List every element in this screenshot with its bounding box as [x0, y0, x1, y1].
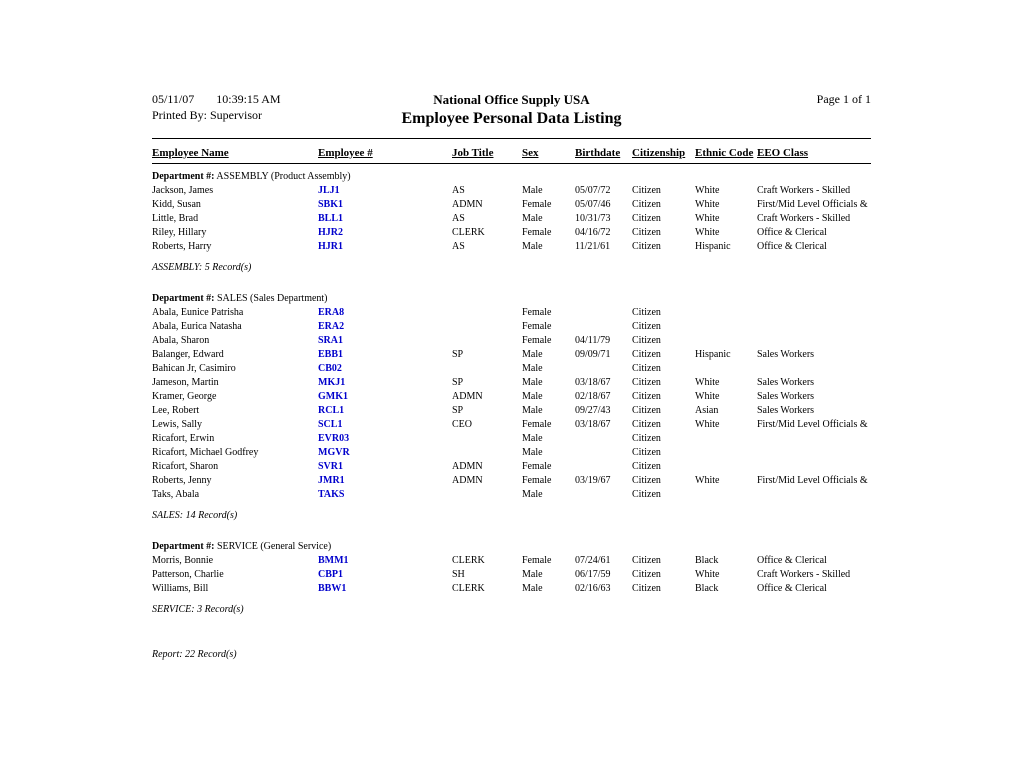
- job-title-cell: SP: [452, 349, 464, 360]
- eeo-class-cell: Craft Workers - Skilled: [757, 185, 851, 196]
- employee-row: [152, 404, 871, 418]
- job-title-cell: [452, 362, 522, 376]
- employee-row: [152, 212, 871, 226]
- birthdate-cell: 09/09/71: [575, 349, 611, 360]
- employee-name-cell: Kramer, George: [152, 391, 217, 402]
- employee-row: [152, 390, 871, 404]
- birthdate-cell: [575, 306, 632, 320]
- employee-number-link[interactable]: TAKS: [318, 489, 345, 500]
- employee-name-cell: Abala, Eurica Natasha: [152, 321, 242, 332]
- department-header-row: [152, 286, 871, 306]
- employee-row: [152, 554, 871, 568]
- employee-number-link[interactable]: SBK1: [318, 199, 344, 210]
- birthdate-cell: 10/31/73: [575, 213, 611, 224]
- employee-row: [152, 460, 871, 474]
- birthdate-cell: [575, 362, 632, 376]
- birthdate-cell: 04/11/79: [575, 335, 611, 346]
- employee-number-link[interactable]: BLL1: [318, 213, 344, 224]
- ethnic-code-cell: White: [695, 391, 720, 402]
- column-header-eeo-class: EEO Class: [757, 147, 871, 164]
- eeo-class-cell: First/Mid Level Officials &: [757, 475, 868, 486]
- ethnic-code-cell: Asian: [695, 405, 719, 416]
- employee-name-cell: Riley, Hillary: [152, 227, 207, 238]
- eeo-class-cell: First/Mid Level Officials &: [757, 199, 868, 210]
- birthdate-cell: 06/17/59: [575, 569, 611, 580]
- employee-name-cell: Lee, Robert: [152, 405, 200, 416]
- department-summary-row: SERVICE: 3 Record(s): [152, 604, 244, 615]
- job-title-cell: CLERK: [452, 227, 485, 238]
- employee-name-cell: Ricafort, Sharon: [152, 461, 219, 472]
- eeo-class-cell: [757, 488, 871, 502]
- citizenship-cell: Citizen: [632, 349, 661, 360]
- sex-cell: Female: [522, 307, 552, 318]
- birthdate-cell: 02/16/63: [575, 583, 611, 594]
- employee-name-cell: Abala, Sharon: [152, 335, 210, 346]
- job-title-cell: CLERK: [452, 555, 485, 566]
- employee-number-link[interactable]: EVR03: [318, 433, 350, 444]
- eeo-class-cell: [757, 362, 871, 376]
- birthdate-cell: 11/21/61: [575, 241, 611, 252]
- employee-name-cell: Roberts, Jenny: [152, 475, 212, 486]
- eeo-class-cell: Sales Workers: [757, 405, 815, 416]
- citizenship-cell: Citizen: [632, 555, 661, 566]
- employee-number-link[interactable]: HJR1: [318, 241, 343, 252]
- column-header-employee-name: Employee Name: [152, 147, 318, 164]
- sex-cell: Male: [522, 241, 543, 252]
- employee-row: [152, 568, 871, 582]
- sex-cell: Female: [522, 335, 552, 346]
- employee-number-link[interactable]: SRA1: [318, 335, 344, 346]
- column-header-sex: Sex: [522, 147, 575, 164]
- birthdate-cell: 05/07/46: [575, 199, 611, 210]
- employee-row: [152, 348, 871, 362]
- employee-number-link[interactable]: BBW1: [318, 583, 347, 594]
- employee-number-link[interactable]: EBB1: [318, 349, 344, 360]
- ethnic-code-cell: [695, 306, 757, 320]
- ethnic-code-cell: [695, 488, 757, 502]
- sex-cell: Female: [522, 475, 552, 486]
- eeo-class-cell: [757, 334, 871, 348]
- job-title-cell: ADMN: [452, 475, 483, 486]
- employee-name-cell: Abala, Eunice Patrisha: [152, 307, 244, 318]
- employee-number-link[interactable]: HJR2: [318, 227, 343, 238]
- birthdate-cell: [575, 446, 632, 460]
- citizenship-cell: Citizen: [632, 447, 661, 458]
- job-title-cell: ADMN: [452, 461, 483, 472]
- citizenship-cell: Citizen: [632, 307, 661, 318]
- employee-row: [152, 474, 871, 488]
- sex-cell: Female: [522, 461, 552, 472]
- department-header-row: [152, 164, 871, 185]
- citizenship-cell: Citizen: [632, 241, 661, 252]
- sex-cell: Male: [522, 569, 543, 580]
- employee-row: [152, 488, 871, 502]
- employee-name-cell: Jameson, Martin: [152, 377, 219, 388]
- sex-cell: Female: [522, 321, 552, 332]
- birthdate-cell: 03/19/67: [575, 475, 611, 486]
- sex-cell: Female: [522, 227, 552, 238]
- employee-row: [152, 376, 871, 390]
- employee-row: [152, 418, 871, 432]
- ethnic-code-cell: Hispanic: [695, 349, 731, 360]
- job-title-cell: AS: [452, 213, 465, 224]
- header-rule: [152, 138, 871, 139]
- employee-number-link[interactable]: ERA8: [318, 307, 345, 318]
- eeo-class-cell: [757, 306, 871, 320]
- job-title-cell: ADMN: [452, 199, 483, 210]
- employee-row: [152, 198, 871, 212]
- eeo-class-cell: [757, 460, 871, 474]
- employee-number-link[interactable]: GMK1: [318, 391, 348, 402]
- ethnic-code-cell: White: [695, 377, 720, 388]
- employee-name-cell: Little, Brad: [152, 213, 199, 224]
- job-title-cell: SP: [452, 377, 464, 388]
- employee-name-cell: Bahican Jr, Casimiro: [152, 363, 236, 374]
- job-title-cell: [452, 432, 522, 446]
- birthdate-cell: 02/18/67: [575, 391, 611, 402]
- company-name: National Office Supply USA: [433, 92, 590, 107]
- eeo-class-cell: Sales Workers: [757, 377, 815, 388]
- employee-number-link[interactable]: SCL1: [318, 419, 343, 430]
- job-title-cell: ADMN: [452, 391, 483, 402]
- birthdate-cell: [575, 432, 632, 446]
- employee-row: [152, 226, 871, 240]
- sex-cell: Male: [522, 405, 543, 416]
- employee-number-link[interactable]: RCL1: [318, 405, 345, 416]
- eeo-class-cell: Craft Workers - Skilled: [757, 213, 851, 224]
- print-time: 10:39:15 AM: [216, 92, 281, 106]
- ethnic-code-cell: [695, 334, 757, 348]
- job-title-cell: SP: [452, 405, 464, 416]
- department-label-name: ASSEMBLY (Product Assembly): [214, 171, 351, 182]
- citizenship-cell: Citizen: [632, 321, 661, 332]
- employee-number-link[interactable]: MKJ1: [318, 377, 346, 388]
- ethnic-code-cell: [695, 446, 757, 460]
- birthdate-cell: [575, 488, 632, 502]
- birthdate-cell: 09/27/43: [575, 405, 611, 416]
- eeo-class-cell: Office & Clerical: [757, 583, 827, 594]
- birthdate-cell: 05/07/72: [575, 185, 611, 196]
- employee-number-link[interactable]: CBP1: [318, 569, 343, 580]
- employee-number-link[interactable]: CB02: [318, 363, 342, 374]
- citizenship-cell: Citizen: [632, 391, 661, 402]
- job-title-cell: [452, 446, 522, 460]
- birthdate-cell: 03/18/67: [575, 377, 611, 388]
- employee-number-link[interactable]: JMR1: [318, 475, 345, 486]
- sex-cell: Male: [522, 185, 543, 196]
- department-summary-row: ASSEMBLY: 5 Record(s): [152, 262, 252, 273]
- column-header-birthdate: Birthdate: [575, 147, 632, 164]
- employee-row: [152, 432, 871, 446]
- eeo-class-cell: [757, 432, 871, 446]
- eeo-class-cell: Office & Clerical: [757, 227, 827, 238]
- column-header-employee-number: Employee #: [318, 147, 452, 164]
- sex-cell: Male: [522, 433, 543, 444]
- citizenship-cell: Citizen: [632, 475, 661, 486]
- table-header: [152, 147, 871, 164]
- ethnic-code-cell: [695, 460, 757, 474]
- employee-name-cell: Roberts, Harry: [152, 241, 212, 252]
- birthdate-cell: [575, 460, 632, 474]
- ethnic-code-cell: White: [695, 569, 720, 580]
- job-title-cell: AS: [452, 185, 465, 196]
- department-label-prefix: Department #:: [152, 541, 215, 552]
- birthdate-cell: [575, 320, 632, 334]
- sex-cell: Male: [522, 377, 543, 388]
- column-header-job-title: Job Title: [452, 147, 522, 164]
- report-page: [152, 92, 871, 660]
- sex-cell: Female: [522, 199, 552, 210]
- job-title-cell: [452, 306, 522, 320]
- employee-number-link[interactable]: ERA2: [318, 321, 345, 332]
- citizenship-cell: Citizen: [632, 227, 661, 238]
- employee-name-cell: Kidd, Susan: [152, 199, 201, 210]
- sex-cell: Male: [522, 349, 543, 360]
- birthdate-cell: 07/24/61: [575, 555, 611, 566]
- citizenship-cell: Citizen: [632, 489, 661, 500]
- ethnic-code-cell: [695, 432, 757, 446]
- sex-cell: Male: [522, 213, 543, 224]
- table-body: [152, 164, 871, 629]
- citizenship-cell: Citizen: [632, 199, 661, 210]
- print-date: 05/11/07: [152, 92, 195, 106]
- ethnic-code-cell: Hispanic: [695, 241, 731, 252]
- employee-row: [152, 306, 871, 320]
- eeo-class-cell: Craft Workers - Skilled: [757, 569, 851, 580]
- sex-cell: Male: [522, 363, 543, 374]
- employee-name-cell: Taks, Abala: [152, 489, 200, 500]
- employee-name-cell: Patterson, Charlie: [152, 569, 224, 580]
- job-title-cell: SH: [452, 569, 465, 580]
- employee-number-link[interactable]: JLJ1: [318, 185, 340, 196]
- eeo-class-cell: Sales Workers: [757, 349, 815, 360]
- eeo-class-cell: Office & Clerical: [757, 555, 827, 566]
- citizenship-cell: Citizen: [632, 433, 661, 444]
- job-title-cell: [452, 488, 522, 502]
- employee-name-cell: Ricafort, Michael Godfrey: [152, 447, 259, 458]
- employee-name-cell: Lewis, Sally: [152, 419, 202, 430]
- department-label-name: SERVICE (General Service): [214, 541, 332, 552]
- employee-row: [152, 240, 871, 254]
- ethnic-code-cell: White: [695, 475, 720, 486]
- report-summary: Report: 22 Record(s): [152, 649, 237, 660]
- eeo-class-cell: First/Mid Level Officials &: [757, 419, 868, 430]
- employee-name-cell: Morris, Bonnie: [152, 555, 214, 566]
- employee-row: [152, 320, 871, 334]
- sex-cell: Female: [522, 555, 552, 566]
- job-title-cell: [452, 334, 522, 348]
- ethnic-code-cell: [695, 320, 757, 334]
- eeo-class-cell: [757, 446, 871, 460]
- eeo-class-cell: Sales Workers: [757, 391, 815, 402]
- employee-name-cell: Balanger, Edward: [152, 349, 224, 360]
- sex-cell: Male: [522, 447, 543, 458]
- ethnic-code-cell: White: [695, 419, 720, 430]
- sex-cell: Male: [522, 489, 543, 500]
- employee-table: [152, 147, 871, 628]
- department-label-name: SALES (Sales Department): [214, 293, 328, 304]
- citizenship-cell: Citizen: [632, 377, 661, 388]
- department-label-prefix: Department #:: [152, 293, 215, 304]
- sex-cell: Male: [522, 583, 543, 594]
- column-header-ethnic-code: Ethnic Code: [695, 147, 757, 164]
- department-header-row: [152, 534, 871, 554]
- citizenship-cell: Citizen: [632, 335, 661, 346]
- printed-by: Printed By: Supervisor: [152, 108, 262, 122]
- sex-cell: Female: [522, 419, 552, 430]
- citizenship-cell: Citizen: [632, 213, 661, 224]
- department-summary-row: SALES: 14 Record(s): [152, 510, 238, 521]
- job-title-cell: [452, 320, 522, 334]
- sex-cell: Male: [522, 391, 543, 402]
- employee-row: [152, 184, 871, 198]
- eeo-class-cell: Office & Clerical: [757, 241, 827, 252]
- birthdate-cell: 04/16/72: [575, 227, 611, 238]
- job-title-cell: CEO: [452, 419, 472, 430]
- ethnic-code-cell: White: [695, 185, 720, 196]
- ethnic-code-cell: Black: [695, 555, 719, 566]
- ethnic-code-cell: White: [695, 213, 720, 224]
- report-header: [152, 92, 871, 138]
- job-title-cell: AS: [452, 241, 465, 252]
- birthdate-cell: 03/18/67: [575, 419, 611, 430]
- employee-name-cell: Jackson, James: [152, 185, 214, 196]
- ethnic-code-cell: [695, 362, 757, 376]
- employee-row: [152, 446, 871, 460]
- employee-row: [152, 362, 871, 376]
- job-title-cell: CLERK: [452, 583, 485, 594]
- citizenship-cell: Citizen: [632, 185, 661, 196]
- employee-row: [152, 334, 871, 348]
- citizenship-cell: Citizen: [632, 419, 661, 430]
- employee-number-link[interactable]: BMM1: [318, 555, 349, 566]
- employee-number-link[interactable]: SVR1: [318, 461, 344, 472]
- citizenship-cell: Citizen: [632, 583, 661, 594]
- ethnic-code-cell: Black: [695, 583, 719, 594]
- report-title: Employee Personal Data Listing: [401, 110, 622, 127]
- citizenship-cell: Citizen: [632, 405, 661, 416]
- citizenship-cell: Citizen: [632, 363, 661, 374]
- ethnic-code-cell: White: [695, 199, 720, 210]
- citizenship-cell: Citizen: [632, 461, 661, 472]
- department-label-prefix: Department #:: [152, 171, 215, 182]
- employee-name-cell: Ricafort, Erwin: [152, 433, 215, 444]
- column-header-citizenship: Citizenship: [632, 147, 695, 164]
- citizenship-cell: Citizen: [632, 569, 661, 580]
- eeo-class-cell: [757, 320, 871, 334]
- ethnic-code-cell: White: [695, 227, 720, 238]
- employee-row: [152, 582, 871, 596]
- employee-name-cell: Williams, Bill: [152, 583, 209, 594]
- employee-number-link[interactable]: MGVR: [318, 447, 350, 458]
- page-indicator: Page 1 of 1: [816, 92, 871, 106]
